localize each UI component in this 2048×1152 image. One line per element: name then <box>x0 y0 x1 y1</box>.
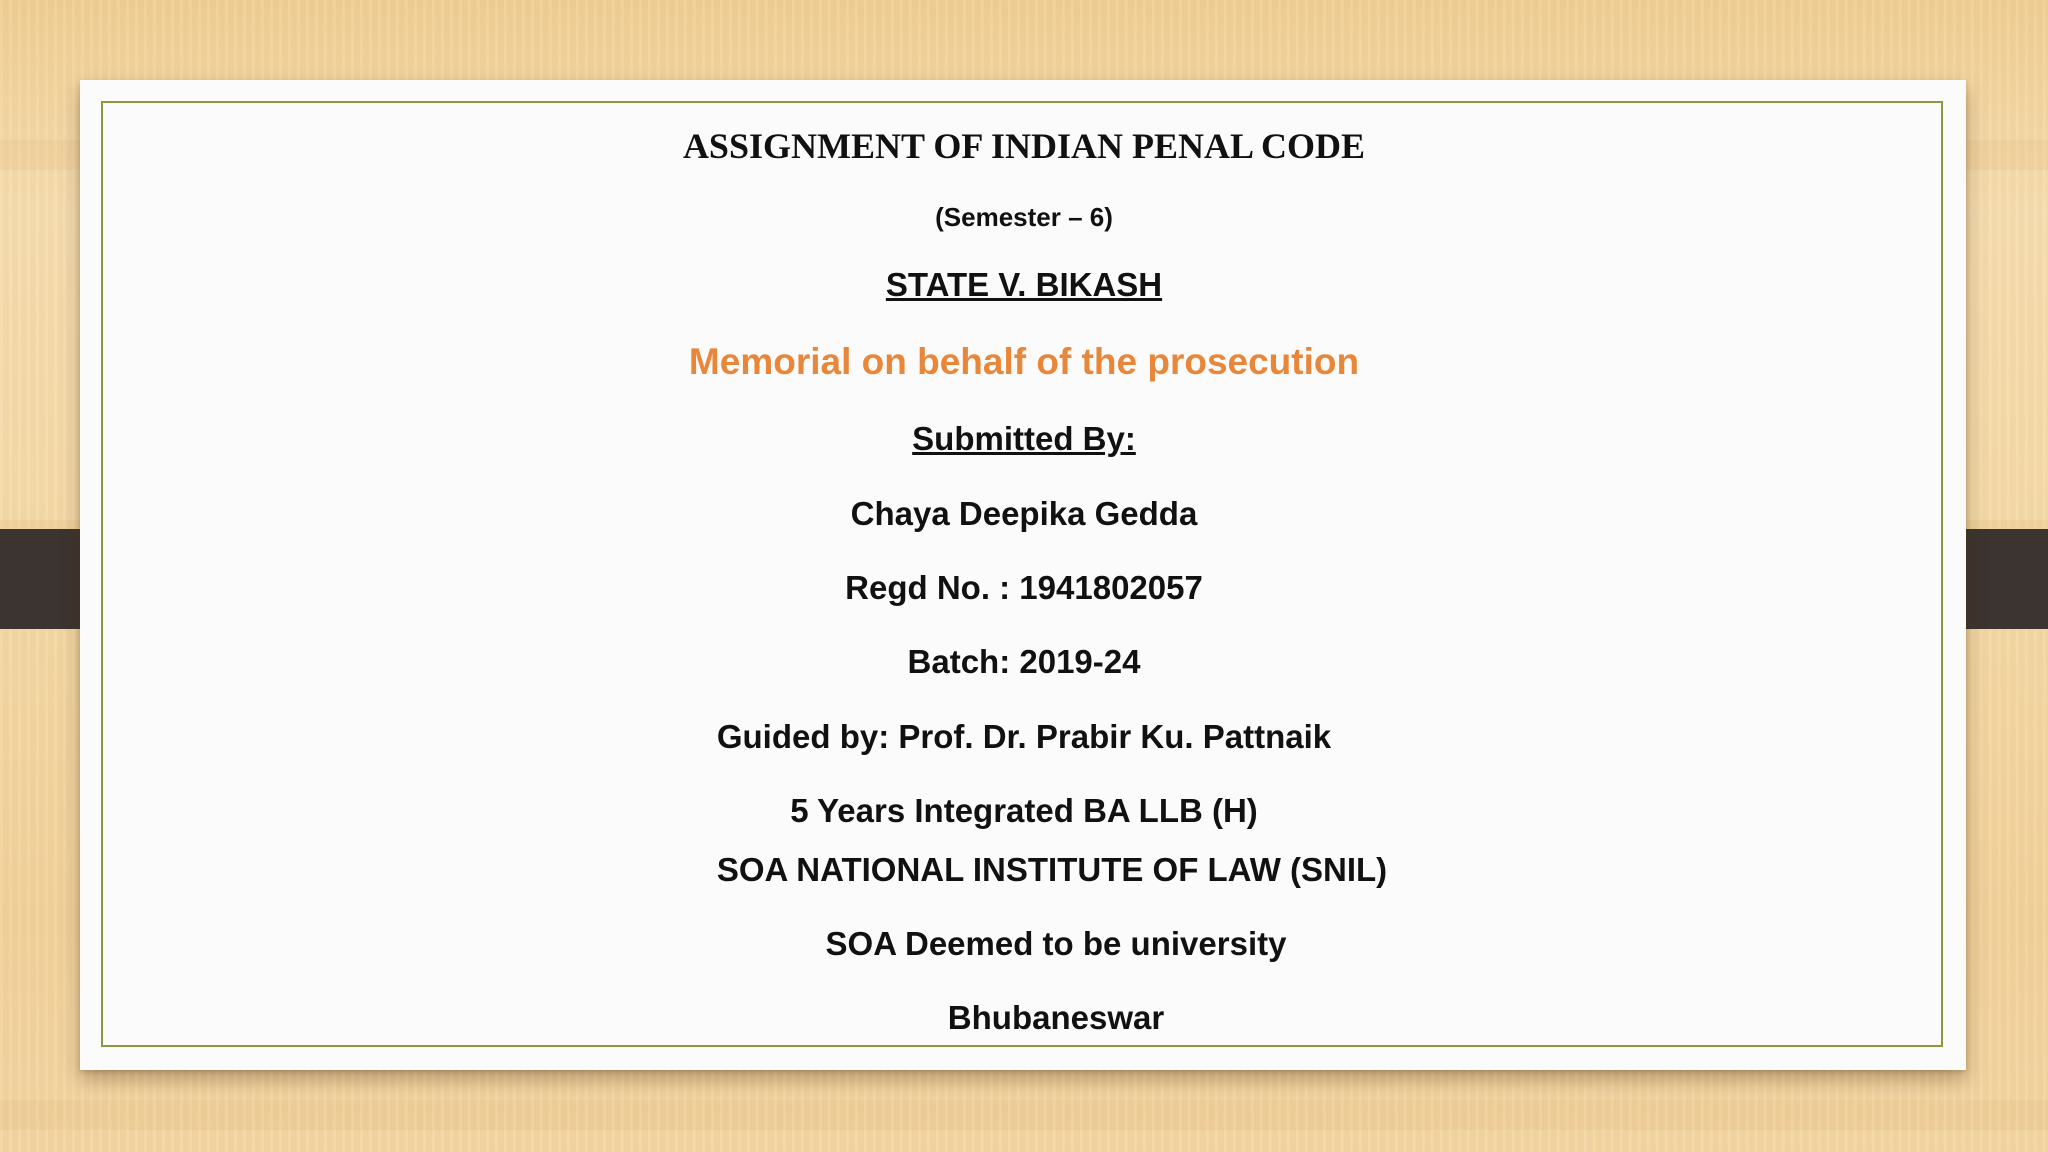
wood-grain <box>0 1100 2048 1130</box>
university: SOA Deemed to be university <box>825 925 1287 962</box>
registration-number: Regd No. : 1941802057 <box>845 569 1203 606</box>
case-name: STATE V. BIKASH <box>885 266 1163 303</box>
batch: Batch: 2019-24 <box>907 643 1141 680</box>
guide: Guided by: Prof. Dr. Prabir Ku. Pattnaik <box>716 718 1332 755</box>
document-title: ASSIGNMENT OF INDIAN PENAL CODE <box>682 126 1366 166</box>
semester-label: (Semester – 6) <box>935 202 1113 232</box>
memorial-heading: Memorial on behalf of the prosecution <box>688 341 1360 382</box>
student-name: Chaya Deepika Gedda <box>850 495 1198 532</box>
city: Bhubaneswar <box>947 999 1165 1036</box>
submitted-by-label: Submitted By: <box>912 420 1136 457</box>
institute: SOA NATIONAL INSTITUTE OF LAW (SNIL) <box>716 851 1388 888</box>
program: 5 Years Integrated BA LLB (H) <box>790 792 1258 829</box>
